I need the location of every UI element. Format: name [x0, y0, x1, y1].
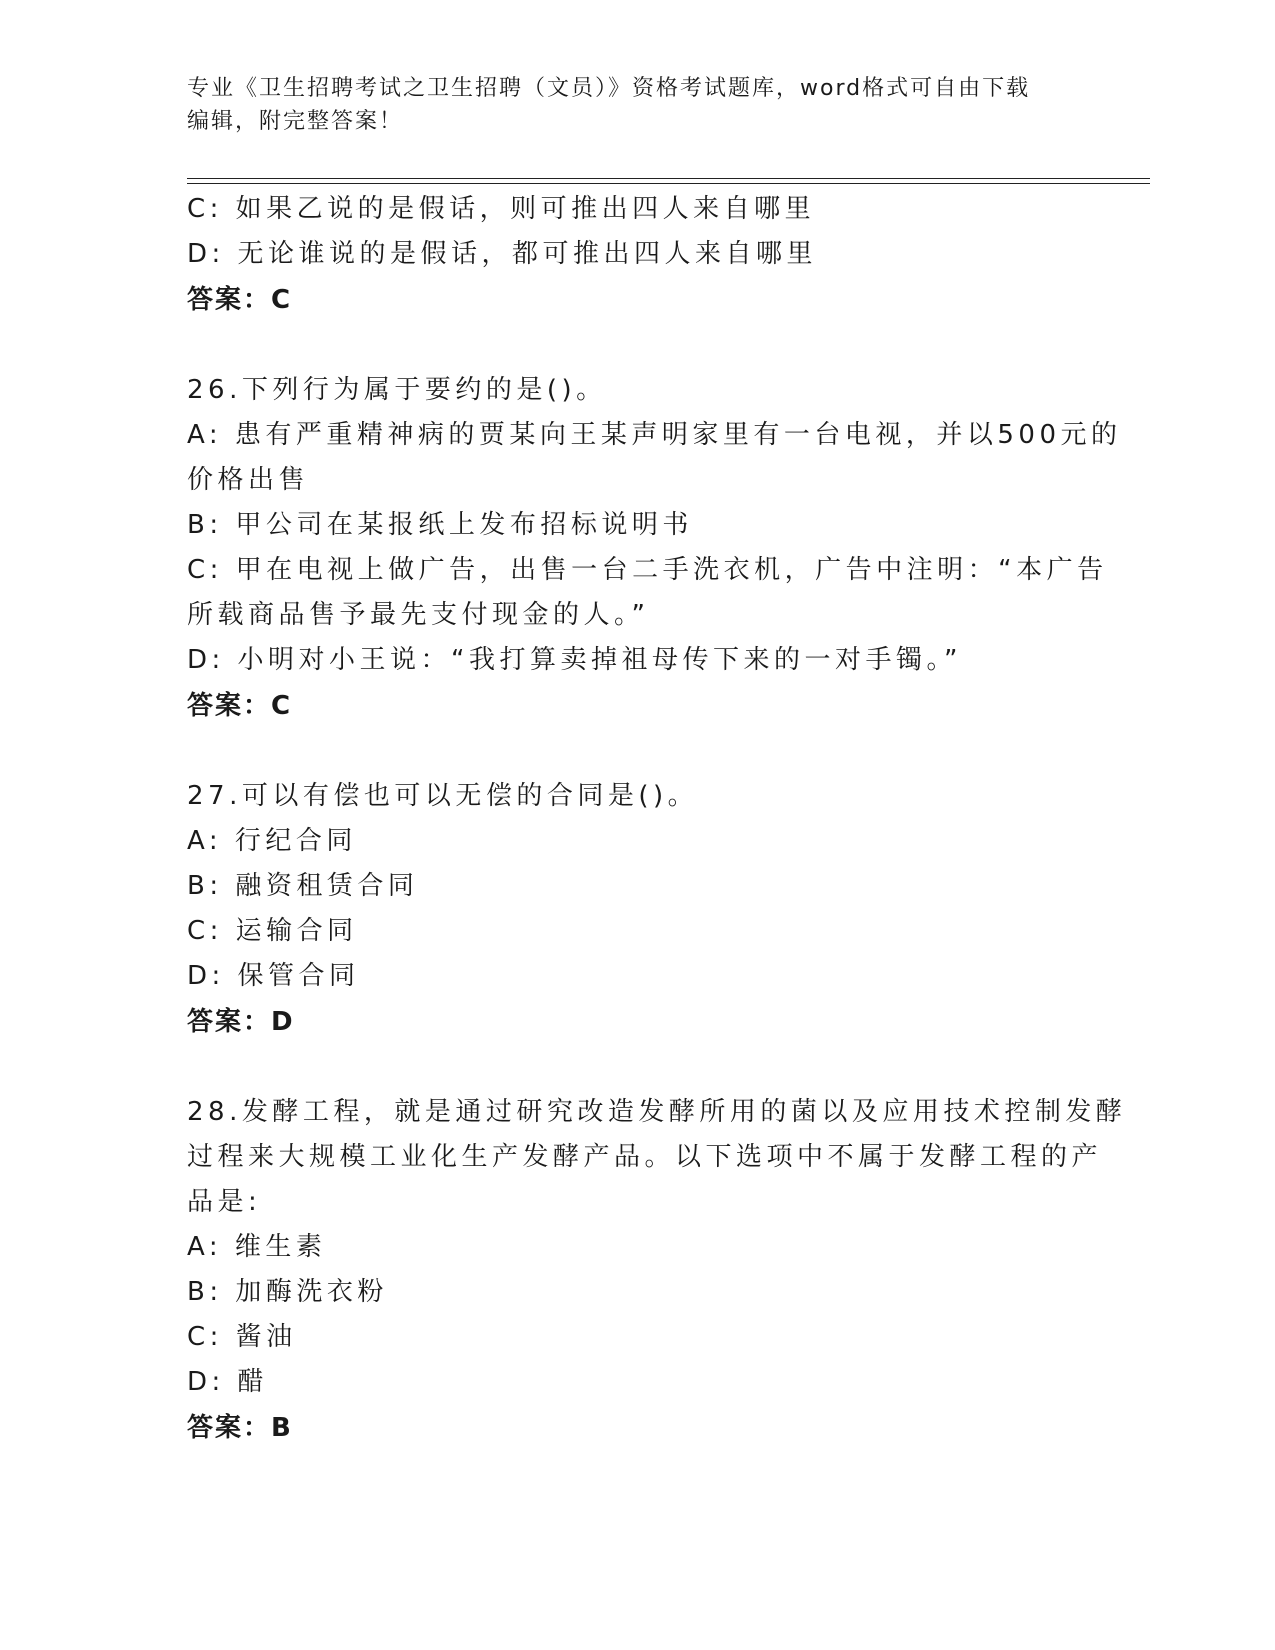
- option-a: A: 行纪合同: [187, 826, 357, 856]
- option-c: C: 运输合同: [187, 916, 358, 946]
- answer: 答案：C: [187, 285, 293, 315]
- question-27: [187, 774, 1087, 1045]
- option-a: A: 患有严重精神病的贾某向王某声明家里有一台电视，并以500元的: [187, 420, 1122, 450]
- spacer: [187, 323, 1087, 368]
- spacer: [187, 729, 1087, 774]
- question-stem: 27.可以有偿也可以无偿的合同是()。: [187, 781, 699, 811]
- header-line-2: 编辑，附完整答案！: [187, 109, 404, 134]
- header-line-1: 专业《卫生招聘考试之卫生招聘（文员）》资格考试题库，word格式可自由下载: [187, 76, 1031, 101]
- question-stem: 28.发酵工程，就是通过研究改造发酵所用的菌以及应用技术控制发酵: [187, 1097, 1127, 1127]
- header-divider-bottom: [187, 183, 1150, 184]
- option-d: D: 醋: [187, 1367, 269, 1397]
- spacer: [187, 1045, 1087, 1090]
- option-b: B: 融资租赁合同: [187, 871, 419, 901]
- option-d: D: 无论谁说的是假话，都可推出四人来自哪里: [187, 239, 818, 269]
- answer: 答案：D: [187, 1007, 295, 1037]
- option-b: B: 甲公司在某报纸上发布招标说明书: [187, 510, 693, 540]
- option-d: D: 小明对小王说：“我打算卖掉祖母传下来的一对手镯。”: [187, 645, 962, 675]
- option-b: B: 加酶洗衣粉: [187, 1277, 388, 1307]
- question-stem-continued: 过程来大规模工业化生产发酵产品。以下选项中不属于发酵工程的产: [187, 1142, 1103, 1172]
- answer: 答案：C: [187, 691, 293, 721]
- option-c: C: 甲在电视上做广告，出售一台二手洗衣机，广告中注明：“本广告: [187, 555, 1108, 585]
- document-header: [187, 72, 1067, 138]
- question-26: [187, 368, 1122, 729]
- header-divider-top: [187, 178, 1150, 179]
- option-c: C: 酱油: [187, 1322, 297, 1352]
- option-c-continued: 所载商品售予最先支付现金的人。”: [187, 600, 650, 630]
- answer: 答案：B: [187, 1413, 293, 1443]
- option-d: D: 保管合同: [187, 961, 360, 991]
- option-c: C: 如果乙说的是假话，则可推出四人来自哪里: [187, 194, 816, 224]
- question-25-tail: [187, 187, 1087, 323]
- option-a: A: 维生素: [187, 1232, 327, 1262]
- option-a-continued: 价格出售: [187, 465, 310, 495]
- question-28: [187, 1090, 1127, 1451]
- question-content: [187, 187, 1127, 1451]
- question-stem: 26.下列行为属于要约的是()。: [187, 375, 607, 405]
- question-stem-continued: 品是:: [187, 1187, 262, 1217]
